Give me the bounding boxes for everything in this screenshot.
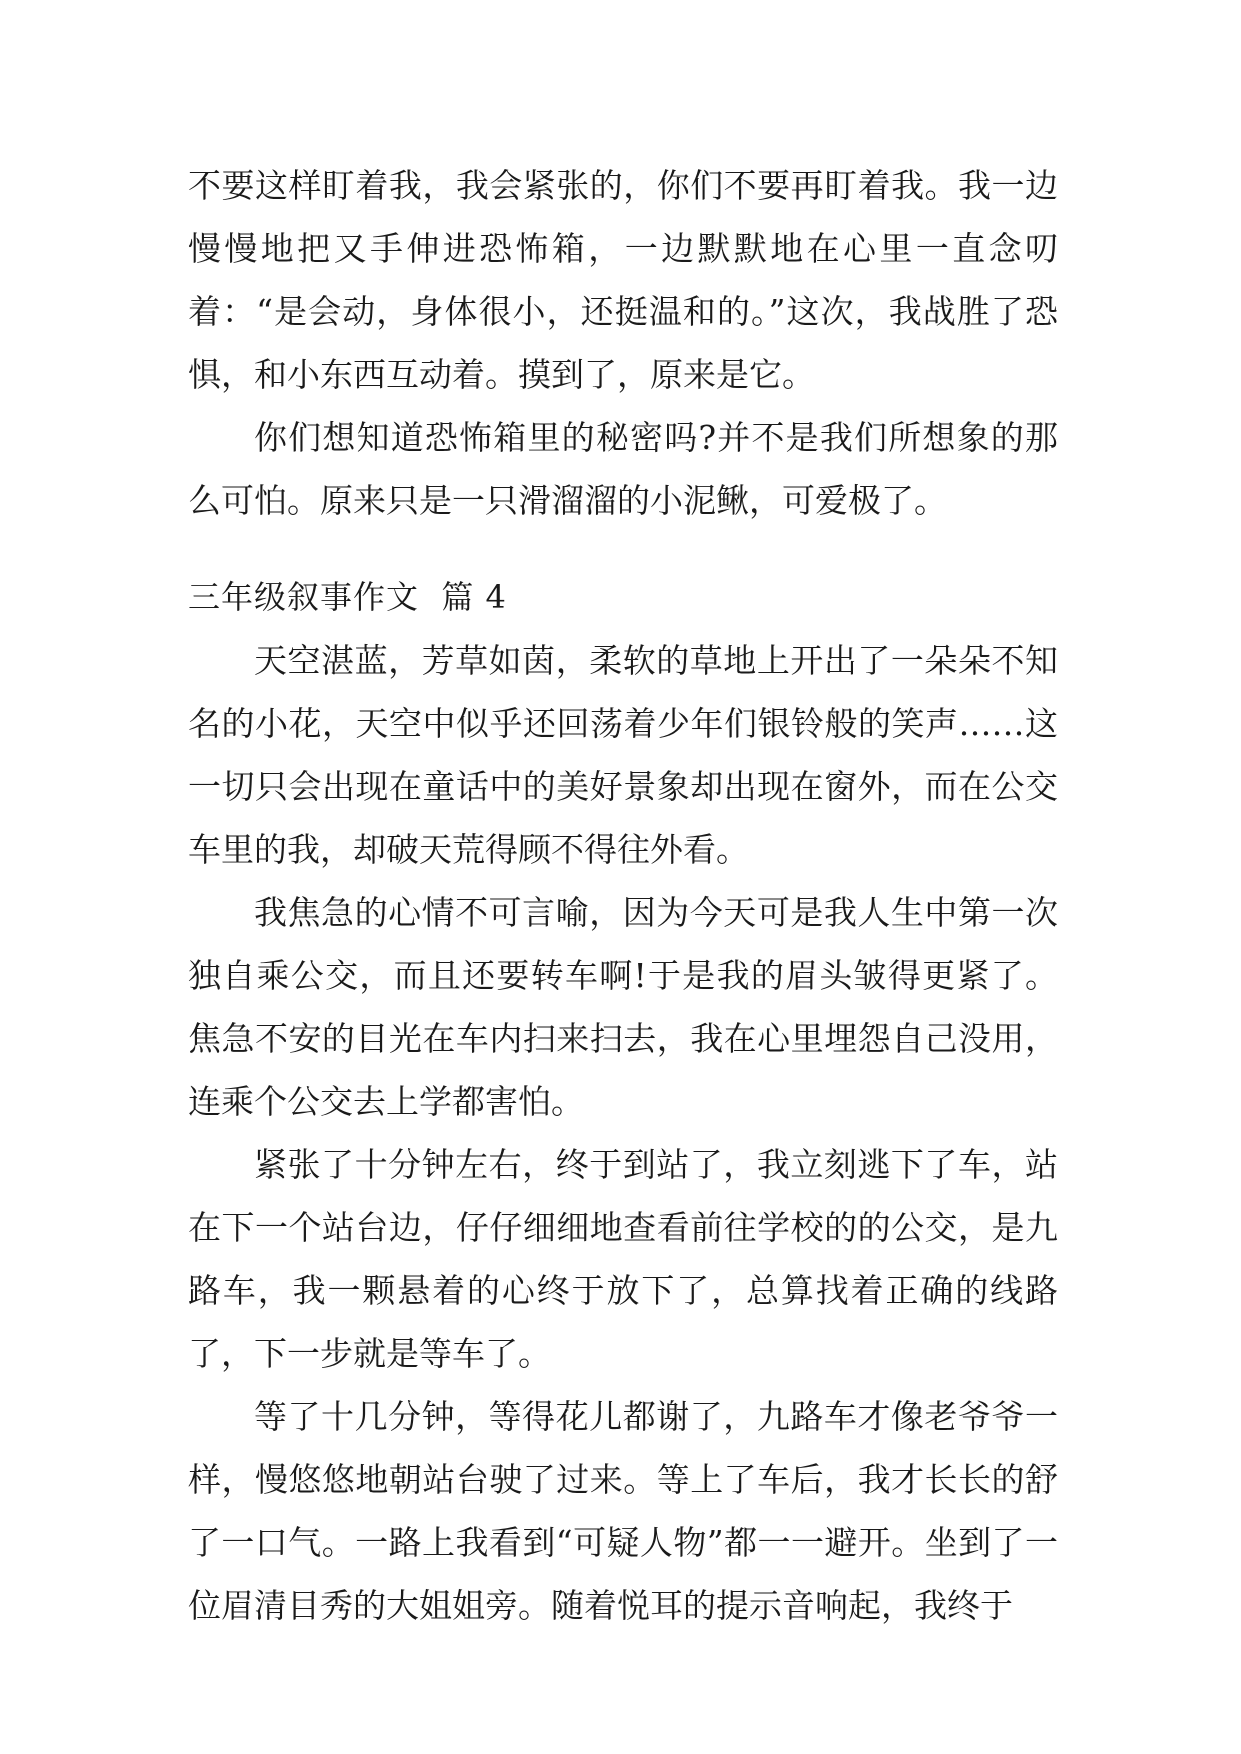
section-heading: 三年级叙事作文 篇 4 [188, 578, 507, 616]
paragraph: 你们想知道恐怖箱里的秘密吗?并不是我们所想象的那么可怕。原来只是一只滑溜溜的小泥鳅，可爱极了。 [188, 418, 1058, 520]
paragraph: 天空湛蓝，芳草如茵，柔软的草地上开出了一朵朵不知名的小花，天空中似乎还回荡着少年们银铃般的笑声……这一切只会出现在童话中的美好景象却出现在窗外，而在公交车里的我，却破天荒得顾不得往外看。 [188, 641, 1058, 869]
paragraph: 不要这样盯着我，我会紧张的，你们不要再盯着我。我一边慢慢地把又手伸进恐怖箱，一边默默地在心里一直念叨着：“是会动，身体很小，还挺温和的。”这次，我战胜了恐惧，和小东西互动着。摸到了，原来是它。 [188, 166, 1058, 394]
paragraph: 我焦急的心情不可言喻，因为今天可是我人生中第一次独自乘公交，而且还要转车啊!于是我的眉头皱得更紧了。焦急不安的目光在车内扫来扫去，我在心里埋怨自己没用，连乘个公交去上学都害怕。 [188, 893, 1058, 1121]
essay-section [188, 566, 1058, 1637]
continuation-text [188, 154, 1058, 532]
paragraph: 等了十几分钟，等得花儿都谢了，九路车才像老爷爷一样，慢悠悠地朝站台驶了过来。等上了车后，我才长长的舒了一口气。一路上我看到“可疑人物”都一一避开。坐到了一位眉清目秀的大姐姐旁。随着悦耳的提示音响起，我终于 [188, 1397, 1058, 1625]
paragraph: 紧张了十分钟左右，终于到站了，我立刻逃下了车，站在下一个站台边，仔仔细细地查看前往学校的的公交，是九路车，我一颗悬着的心终于放下了，总算找着正确的线路了，下一步就是等车了。 [188, 1145, 1058, 1373]
